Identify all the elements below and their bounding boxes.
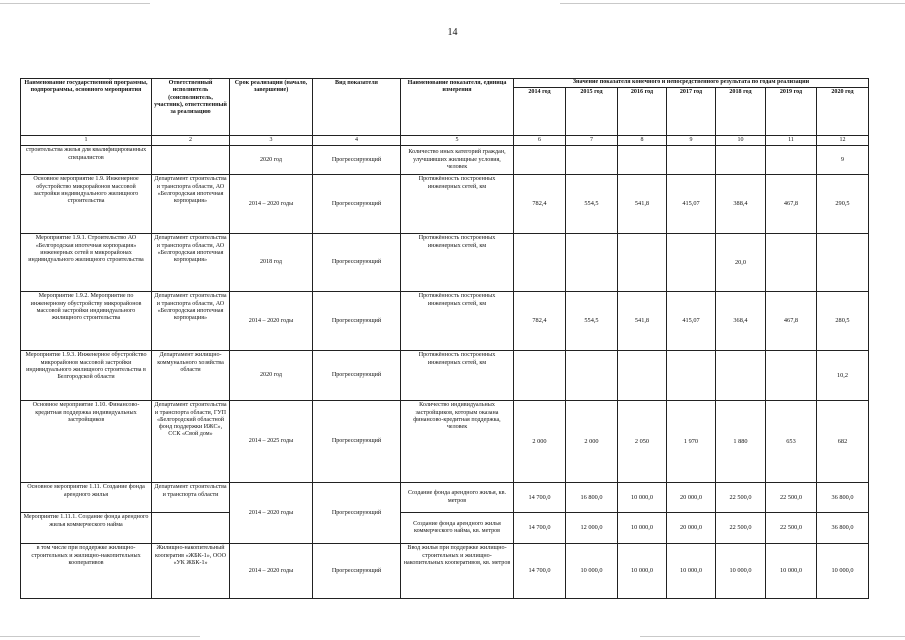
scan-edge-bottom-left [0, 636, 200, 637]
row-indicator-name: Создание фонда арендного жилья коммерческого найма, кв. метров [401, 513, 514, 544]
value-cell: 368,4 [716, 292, 766, 351]
value-cell: 10 000,0 [618, 513, 667, 544]
header-period: Срок реализации (начало, завершение) [230, 79, 313, 136]
row-responsible: Жилищно-накопительный кооператив «ЖБК-1», ООО «УК ЖБК-1» [152, 544, 230, 599]
value-cell: 12 000,0 [566, 513, 618, 544]
row-period: 2020 год [230, 351, 313, 401]
value-cell: 554,5 [566, 175, 618, 234]
header-year: 2016 год [618, 88, 667, 136]
value-cell [618, 146, 667, 175]
column-number: 3 [230, 136, 313, 146]
row-indicator-type: Прогрессирующий [313, 544, 401, 599]
value-cell: 20 000,0 [667, 483, 716, 513]
column-number: 9 [667, 136, 716, 146]
value-cell: 9 [817, 146, 869, 175]
value-cell: 2 000 [566, 401, 618, 483]
row-indicator-type: Прогрессирующий [313, 146, 401, 175]
value-cell: 415,07 [667, 175, 716, 234]
value-cell [514, 351, 566, 401]
column-number: 2 [152, 136, 230, 146]
row-period: 2014 – 2025 годы [230, 401, 313, 483]
table-row [21, 146, 869, 175]
row-period: 2014 – 2020 годы [230, 483, 313, 544]
value-cell: 554,5 [566, 292, 618, 351]
row-name: Мероприятие 1.11.1. Создание фонда арендного жилья коммерческого найма [21, 513, 152, 544]
value-cell: 22 500,0 [716, 513, 766, 544]
table-row [21, 234, 869, 292]
row-indicator-name: Количество индивидуальных застройщиков, которым оказана финансово-кредитная поддержка, человек [401, 401, 514, 483]
value-cell [566, 234, 618, 292]
header-values-group: Значение показателя конечного и непосредственного результата по годам реализации [514, 79, 869, 88]
value-cell: 10 000,0 [716, 544, 766, 599]
value-cell: 290,5 [817, 175, 869, 234]
value-cell: 1 880 [716, 401, 766, 483]
column-number: 12 [817, 136, 869, 146]
row-indicator-name: Протяжённость построенных инженерных сетей, км [401, 234, 514, 292]
value-cell: 467,8 [766, 175, 817, 234]
value-cell [514, 146, 566, 175]
scan-edge-top-left [0, 3, 150, 4]
value-cell: 10 000,0 [566, 544, 618, 599]
value-cell [766, 146, 817, 175]
value-cell [618, 351, 667, 401]
row-responsible: Департамент строительства и транспорта области [152, 483, 230, 513]
value-cell [817, 234, 869, 292]
scan-edge-top-right [560, 3, 905, 4]
value-cell [766, 351, 817, 401]
row-indicator-name: Ввод жилья при поддержке жилищно-строительных и жилищно-накопительных кооперативов, кв. метров [401, 544, 514, 599]
table-row [21, 483, 869, 513]
value-cell: 467,8 [766, 292, 817, 351]
row-indicator-name: Протяжённость построенных инженерных сетей, км [401, 292, 514, 351]
value-cell: 20,0 [716, 234, 766, 292]
value-cell [566, 351, 618, 401]
header-responsible: Ответственный исполнитель (соисполнитель, участник), ответственный за реализацию [152, 79, 230, 136]
value-cell: 22 500,0 [766, 483, 817, 513]
value-cell: 541,8 [618, 175, 667, 234]
value-cell: 14 700,0 [514, 483, 566, 513]
header-indicator-name: Наименование показателя, единица измерения [401, 79, 514, 136]
row-indicator-type: Прогрессирующий [313, 483, 401, 544]
column-number: 7 [566, 136, 618, 146]
table-row [21, 292, 869, 351]
row-responsible: Департамент строительства и транспорта области, ГУП «Белгородский областной фонд поддержки ИЖС», ССК «Свой дом» [152, 401, 230, 483]
value-cell: 280,5 [817, 292, 869, 351]
value-cell [566, 146, 618, 175]
indicators-table [20, 78, 869, 599]
row-name: Основное мероприятие 1.10. Финансово-кредитная поддержка индивидуальных застройщиков [21, 401, 152, 483]
row-indicator-type: Прогрессирующий [313, 175, 401, 234]
table-row [21, 544, 869, 599]
row-responsible: Департамент строительства и транспорта области, АО «Белгородская ипотечная корпорация» [152, 234, 230, 292]
value-cell: 16 800,0 [566, 483, 618, 513]
column-number: 10 [716, 136, 766, 146]
row-indicator-name: Количество иных категорий граждан, улучшивших жилищные условия, человек [401, 146, 514, 175]
row-indicator-type: Прогрессирующий [313, 351, 401, 401]
value-cell: 10,2 [817, 351, 869, 401]
column-number: 11 [766, 136, 817, 146]
row-responsible: Департамент жилищно-коммунального хозяйства области [152, 351, 230, 401]
row-name: Мероприятие 1.9.1. Строительство АО «Белгородская ипотечная корпорация» инженерных сетей в микрорайонах индивидуального жилищного строительства [21, 234, 152, 292]
value-cell [667, 146, 716, 175]
value-cell: 782,4 [514, 175, 566, 234]
value-cell: 10 000,0 [618, 544, 667, 599]
value-cell: 653 [766, 401, 817, 483]
row-responsible [152, 146, 230, 175]
column-numbers-row [21, 136, 869, 146]
value-cell [667, 234, 716, 292]
value-cell: 541,8 [618, 292, 667, 351]
row-responsible [152, 513, 230, 544]
value-cell: 782,4 [514, 292, 566, 351]
column-number: 8 [618, 136, 667, 146]
row-responsible: Департамент строительства и транспорта области, АО «Белгородская ипотечная корпорация» [152, 175, 230, 234]
header-year: 2015 год [566, 88, 618, 136]
value-cell [766, 234, 817, 292]
column-number: 5 [401, 136, 514, 146]
value-cell: 36 800,0 [817, 483, 869, 513]
value-cell [716, 351, 766, 401]
row-indicator-type: Прогрессирующий [313, 292, 401, 351]
value-cell: 22 500,0 [766, 513, 817, 544]
table-row [21, 401, 869, 483]
column-number: 4 [313, 136, 401, 146]
header-year: 2017 год [667, 88, 716, 136]
value-cell: 10 000,0 [667, 544, 716, 599]
page-number: 14 [447, 27, 458, 38]
value-cell [618, 234, 667, 292]
header-year: 2014 год [514, 88, 566, 136]
row-period: 2014 – 2020 годы [230, 292, 313, 351]
value-cell: 682 [817, 401, 869, 483]
value-cell: 14 700,0 [514, 544, 566, 599]
row-indicator-type: Прогрессирующий [313, 234, 401, 292]
row-name: Мероприятие 1.9.2. Мероприятие по инженерному обустройству микрорайонов массовой застройки индивидуального жилищного строительства [21, 292, 152, 351]
header-name: Наименование государственной программы, подпрограммы, основного мероприятия [21, 79, 152, 136]
value-cell: 10 000,0 [618, 483, 667, 513]
value-cell: 2 000 [514, 401, 566, 483]
value-cell: 10 000,0 [766, 544, 817, 599]
row-period: 2014 – 2020 годы [230, 544, 313, 599]
header-indicator-type: Вид показателя [313, 79, 401, 136]
row-responsible: Департамент строительства и транспорта области, АО «Белгородская ипотечная корпорация» [152, 292, 230, 351]
row-name: Основное мероприятие 1.9. Инженерное обустройство микрорайонов массовой застройки индивидуального жилищного строительства [21, 175, 152, 234]
row-period: 2018 год [230, 234, 313, 292]
value-cell: 36 800,0 [817, 513, 869, 544]
table-row [21, 351, 869, 401]
table-row [21, 175, 869, 234]
value-cell: 2 050 [618, 401, 667, 483]
value-cell [514, 234, 566, 292]
header-year: 2019 год [766, 88, 817, 136]
row-name: Мероприятие 1.9.3. Инженерное обустройство микрорайонов массовой застройки индивидуального жилищного строительства в Белгородской области [21, 351, 152, 401]
column-number: 6 [514, 136, 566, 146]
value-cell: 20 000,0 [667, 513, 716, 544]
row-period: 2014 – 2020 годы [230, 175, 313, 234]
value-cell: 10 000,0 [817, 544, 869, 599]
value-cell [667, 351, 716, 401]
value-cell: 1 970 [667, 401, 716, 483]
value-cell: 388,4 [716, 175, 766, 234]
value-cell: 22 500,0 [716, 483, 766, 513]
row-indicator-name: Протяжённость построенных инженерных сетей, км [401, 351, 514, 401]
header-year: 2020 год [817, 88, 869, 136]
value-cell: 14 700,0 [514, 513, 566, 544]
row-indicator-name: Протяжённость построенных инженерных сетей, км [401, 175, 514, 234]
row-indicator-type: Прогрессирующий [313, 401, 401, 483]
value-cell [716, 146, 766, 175]
header-year: 2018 год [716, 88, 766, 136]
column-number: 1 [21, 136, 152, 146]
header-row-1 [21, 79, 869, 88]
row-name: в том числе при поддержке жилищно-строительных и жилищно-накопительных кооперативов [21, 544, 152, 599]
scan-edge-bottom-right [640, 636, 905, 637]
row-name: Основное мероприятие 1.11. Создание фонда арендного жилья [21, 483, 152, 513]
row-indicator-name: Создание фонда арендного жилья, кв. метров [401, 483, 514, 513]
value-cell: 415,07 [667, 292, 716, 351]
row-period: 2020 год [230, 146, 313, 175]
table-row [21, 513, 869, 544]
row-name: строительства жилья для квалифицированных специалистов [21, 146, 152, 175]
